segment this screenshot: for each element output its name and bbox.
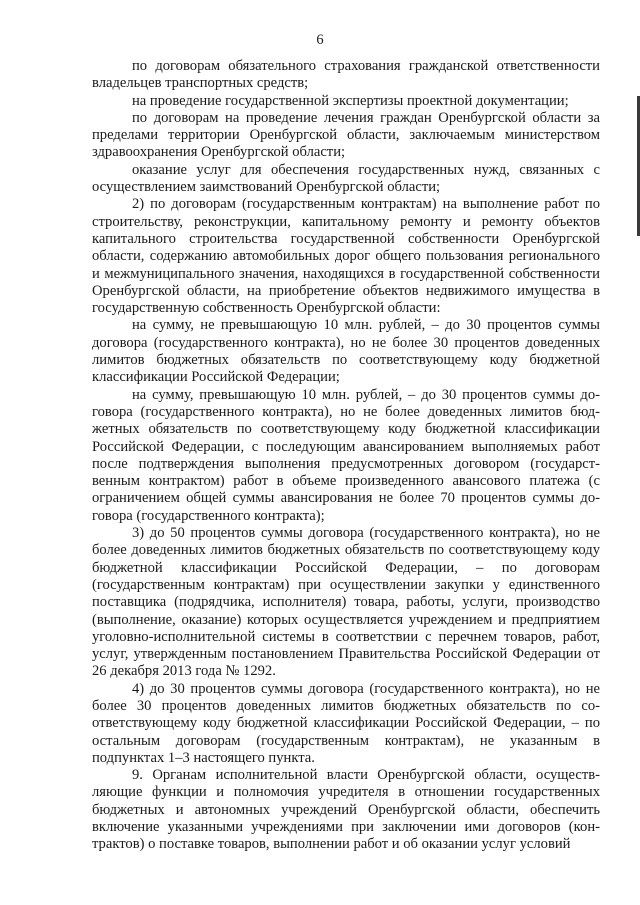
paragraph-8: 3) до 50 процентов суммы договора (государственного контракта), но не более доведенных лимитов бюджетных обязательств по соответствующему коду бюджетной классификации Российской Федерации, – по договорам (государственным контрактам) при осуществлении закупки у единственного поставщика (подрядчика, исполнителя) товара, работы, услуги, производство (выполнение, оказание) которых осуществляется учреждением и предприятием уголовно-исполнительной системы в соответствии с перечнем товаров, работ, услуг, утвержденным постановлением Правительства Российской Федерации от 26 декабря 2013 года № 1292. <box>92 525 600 680</box>
paragraph-3: по договорам на проведение лечения граждан Оренбургской области за пределами территории Оренбургской области, заключаемым министерством здравоохранения Оренбургской области; <box>92 109 600 161</box>
paragraph-9: 4) до 30 процентов суммы договора (государственного контракта), но не более 30 процентов доведенных лимитов бюджетных обязательств по соответствующему коду бюджетной классификации Российской Федерации, – по остальным договорам (государственным контрактам), не указанным в подпунктах 1–3 настоящего пункта. <box>92 680 600 766</box>
page-number: 6 <box>316 32 324 48</box>
paragraph-10: 9. Органам исполнительной власти Оренбургской области, осуществляющие функции и полномочия учредителя в отношении государственных бюджетных и автономных учреждений Оренбургской области, обеспечить включение указанными учреждениями при заключении ими договоров (контрактов) о поставке товаров, выполнении работ и об оказании услуг условий <box>92 767 600 853</box>
paragraph-1: по договорам обязательного страхования гражданской ответственности владельцев транспортных средств; <box>92 58 600 92</box>
paragraph-5: 2) по договорам (государственным контрактам) на выполнение работ по строительству, реконструкции, капитальному ремонту и ремонту объектов капитального строительства государственной собственности Оренбургской области, содержанию автомобильных дорог общего пользования регионального и межмуниципального значения, находящихся в государственной собственности Оренбургской области, на приобретение объектов недвижимого имущества в государственную собственность Оренбургской области: <box>92 196 600 317</box>
paragraph-4: оказание услуг для обеспечения государственных нужд, связанных с осуществлением заимствований Оренбургской области; <box>92 161 600 196</box>
document-body <box>92 58 600 854</box>
paragraph-2: на проведение государственной экспертизы проектной документации; <box>132 92 569 109</box>
paragraph-6: на сумму, не превышающую 10 млн. рублей, – до 30 процентов суммы договора (государственного контракта), но не более 30 процентов доведенных лимитов бюджетных обязательств по соответствующему коду бюджетной классификации Российской Федерации; <box>92 317 600 386</box>
paragraph-7: на сумму, превышающую 10 млн. рублей, – до 30 процентов суммы договора (государственного контракта), но не более доведенных лимитов бюджетных обязательств по соответствующему коду бюджетной классификации Российской Федерации, с последующим авансированием выполняемых работ после подтверждения выполнения предусмотренных договором (государственным контрактом) работ в объеме произведенного авансового платежа (с ограничением общей суммы авансирования не более 70 процентов суммы договора (государственного контракта); <box>92 386 600 524</box>
